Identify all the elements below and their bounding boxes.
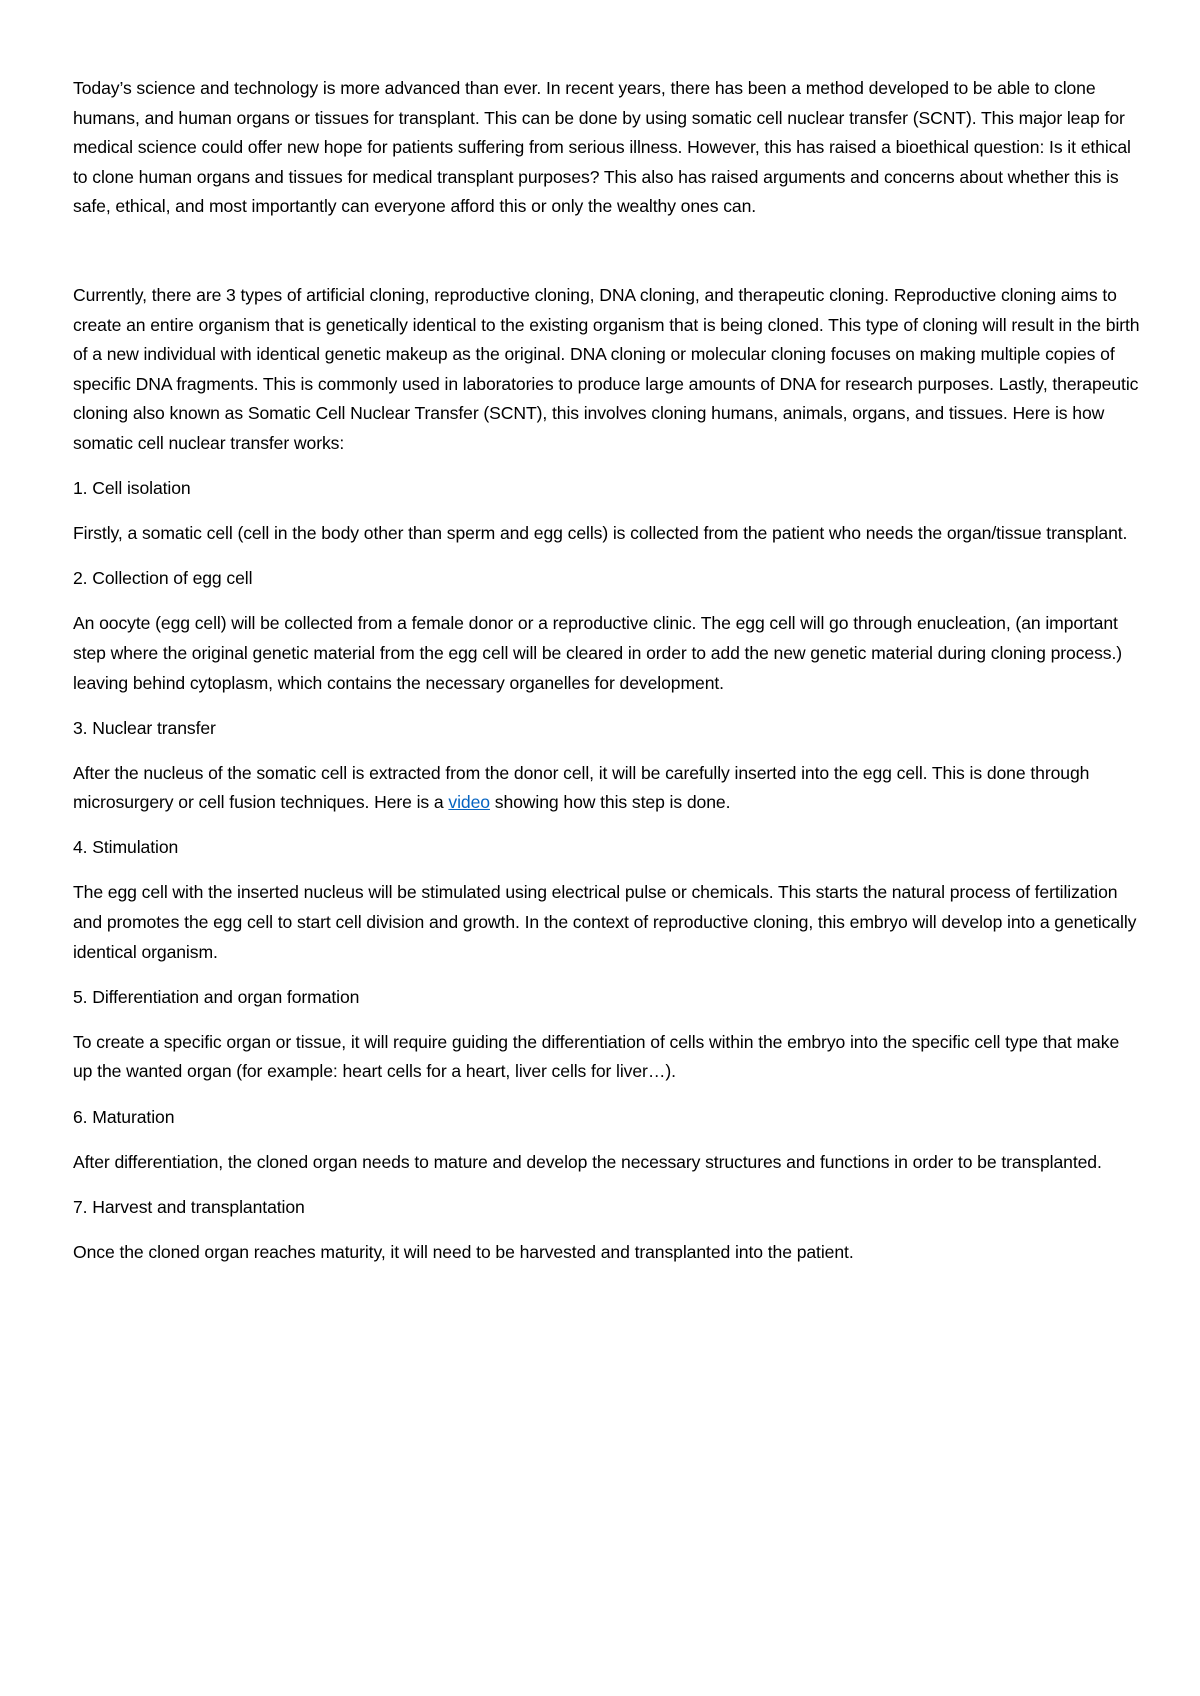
step-5-title: 5. Differentiation and organ formation	[73, 986, 360, 1007]
video-link[interactable]: video	[448, 792, 490, 813]
step-2-title: 2. Collection of egg cell	[73, 568, 253, 589]
step-3-body-text-before-link: After the nucleus of the somatic cell is extracted from the donor cell, it will be carefully inserted into the egg cell. This is done through microsurgery or cell fusion techniques. Here is a	[73, 762, 1090, 813]
step-3-body-text-after-link: showing how this step is done.	[489, 792, 731, 813]
step-6-body: After differentiation, the cloned organ needs to mature and develop the necessary structures and functions in order to be transplanted.	[73, 1151, 1102, 1172]
step-7-title: 7. Harvest and transplantation	[73, 1196, 305, 1217]
step-4-body: The egg cell with the inserted nucleus will be stimulated using electrical pulse or chemicals. This starts the natural process of fertilization and promotes the egg cell to start cell division and growth. In the context of reproductive cloning, this embryo will develop into a genetically identical organism.	[73, 882, 1137, 962]
step-1-title: 1. Cell isolation	[73, 478, 191, 499]
step-1-body: Firstly, a somatic cell (cell in the body other than sperm and egg cells) is collected from the patient who needs the organ/tissue transplant.	[73, 523, 1128, 544]
step-3-body	[73, 759, 1140, 818]
cloning-types-paragraph: Currently, there are 3 types of artificial cloning, reproductive cloning, DNA cloning, and therapeutic cloning. Reproductive cloning aims to create an entire organism that is genetically identical to the existing organism that is being cloned. This type of cloning will result in the birth of a new individual with identical genetic makeup as the original. DNA cloning or molecular cloning focuses on making multiple copies of specific DNA fragments. This is commonly used in laboratories to produce large amounts of DNA for research purposes. Lastly, therapeutic cloning also known as Somatic Cell Nuclear Transfer (SCNT), this involves cloning humans, animals, organs, and tissues. Here is how somatic cell nuclear transfer works:	[73, 284, 1140, 453]
step-2-body: An oocyte (egg cell) will be collected from a female donor or a reproductive clinic. The egg cell will go through enucleation, (an important step where the original genetic material from the egg cell will be cleared in order to add the new genetic material during cloning process.) leaving behind cytoplasm, which contains the necessary organelles for development.	[73, 613, 1123, 693]
intro-paragraph: Today’s science and technology is more advanced than ever. In recent years, there has been a method developed to be able to clone humans, and human organs or tissues for transplant. This can be done by using somatic cell nuclear transfer (SCNT). This major leap for medical science could offer new hope for patients suffering from serious illness. However, this has raised a bioethical question: Is it ethical to clone human organs and tissues for medical transplant purposes? This also has raised arguments and concerns about whether this is safe, ethical, and most importantly can everyone afford this or only the wealthy ones can.	[73, 78, 1131, 217]
step-5-body: To create a specific organ or tissue, it will require guiding the differentiation of cells within the embryo into the specific cell type that make up the wanted organ (for example: heart cells for a heart, liver cells for liver…).	[73, 1031, 1120, 1082]
step-4-title: 4. Stimulation	[73, 837, 179, 858]
step-3-title: 3. Nuclear transfer	[73, 717, 216, 738]
step-6-title: 6. Maturation	[73, 1106, 175, 1127]
step-7-body: Once the cloned organ reaches maturity, it will need to be harvested and transplanted into the patient.	[73, 1241, 854, 1262]
